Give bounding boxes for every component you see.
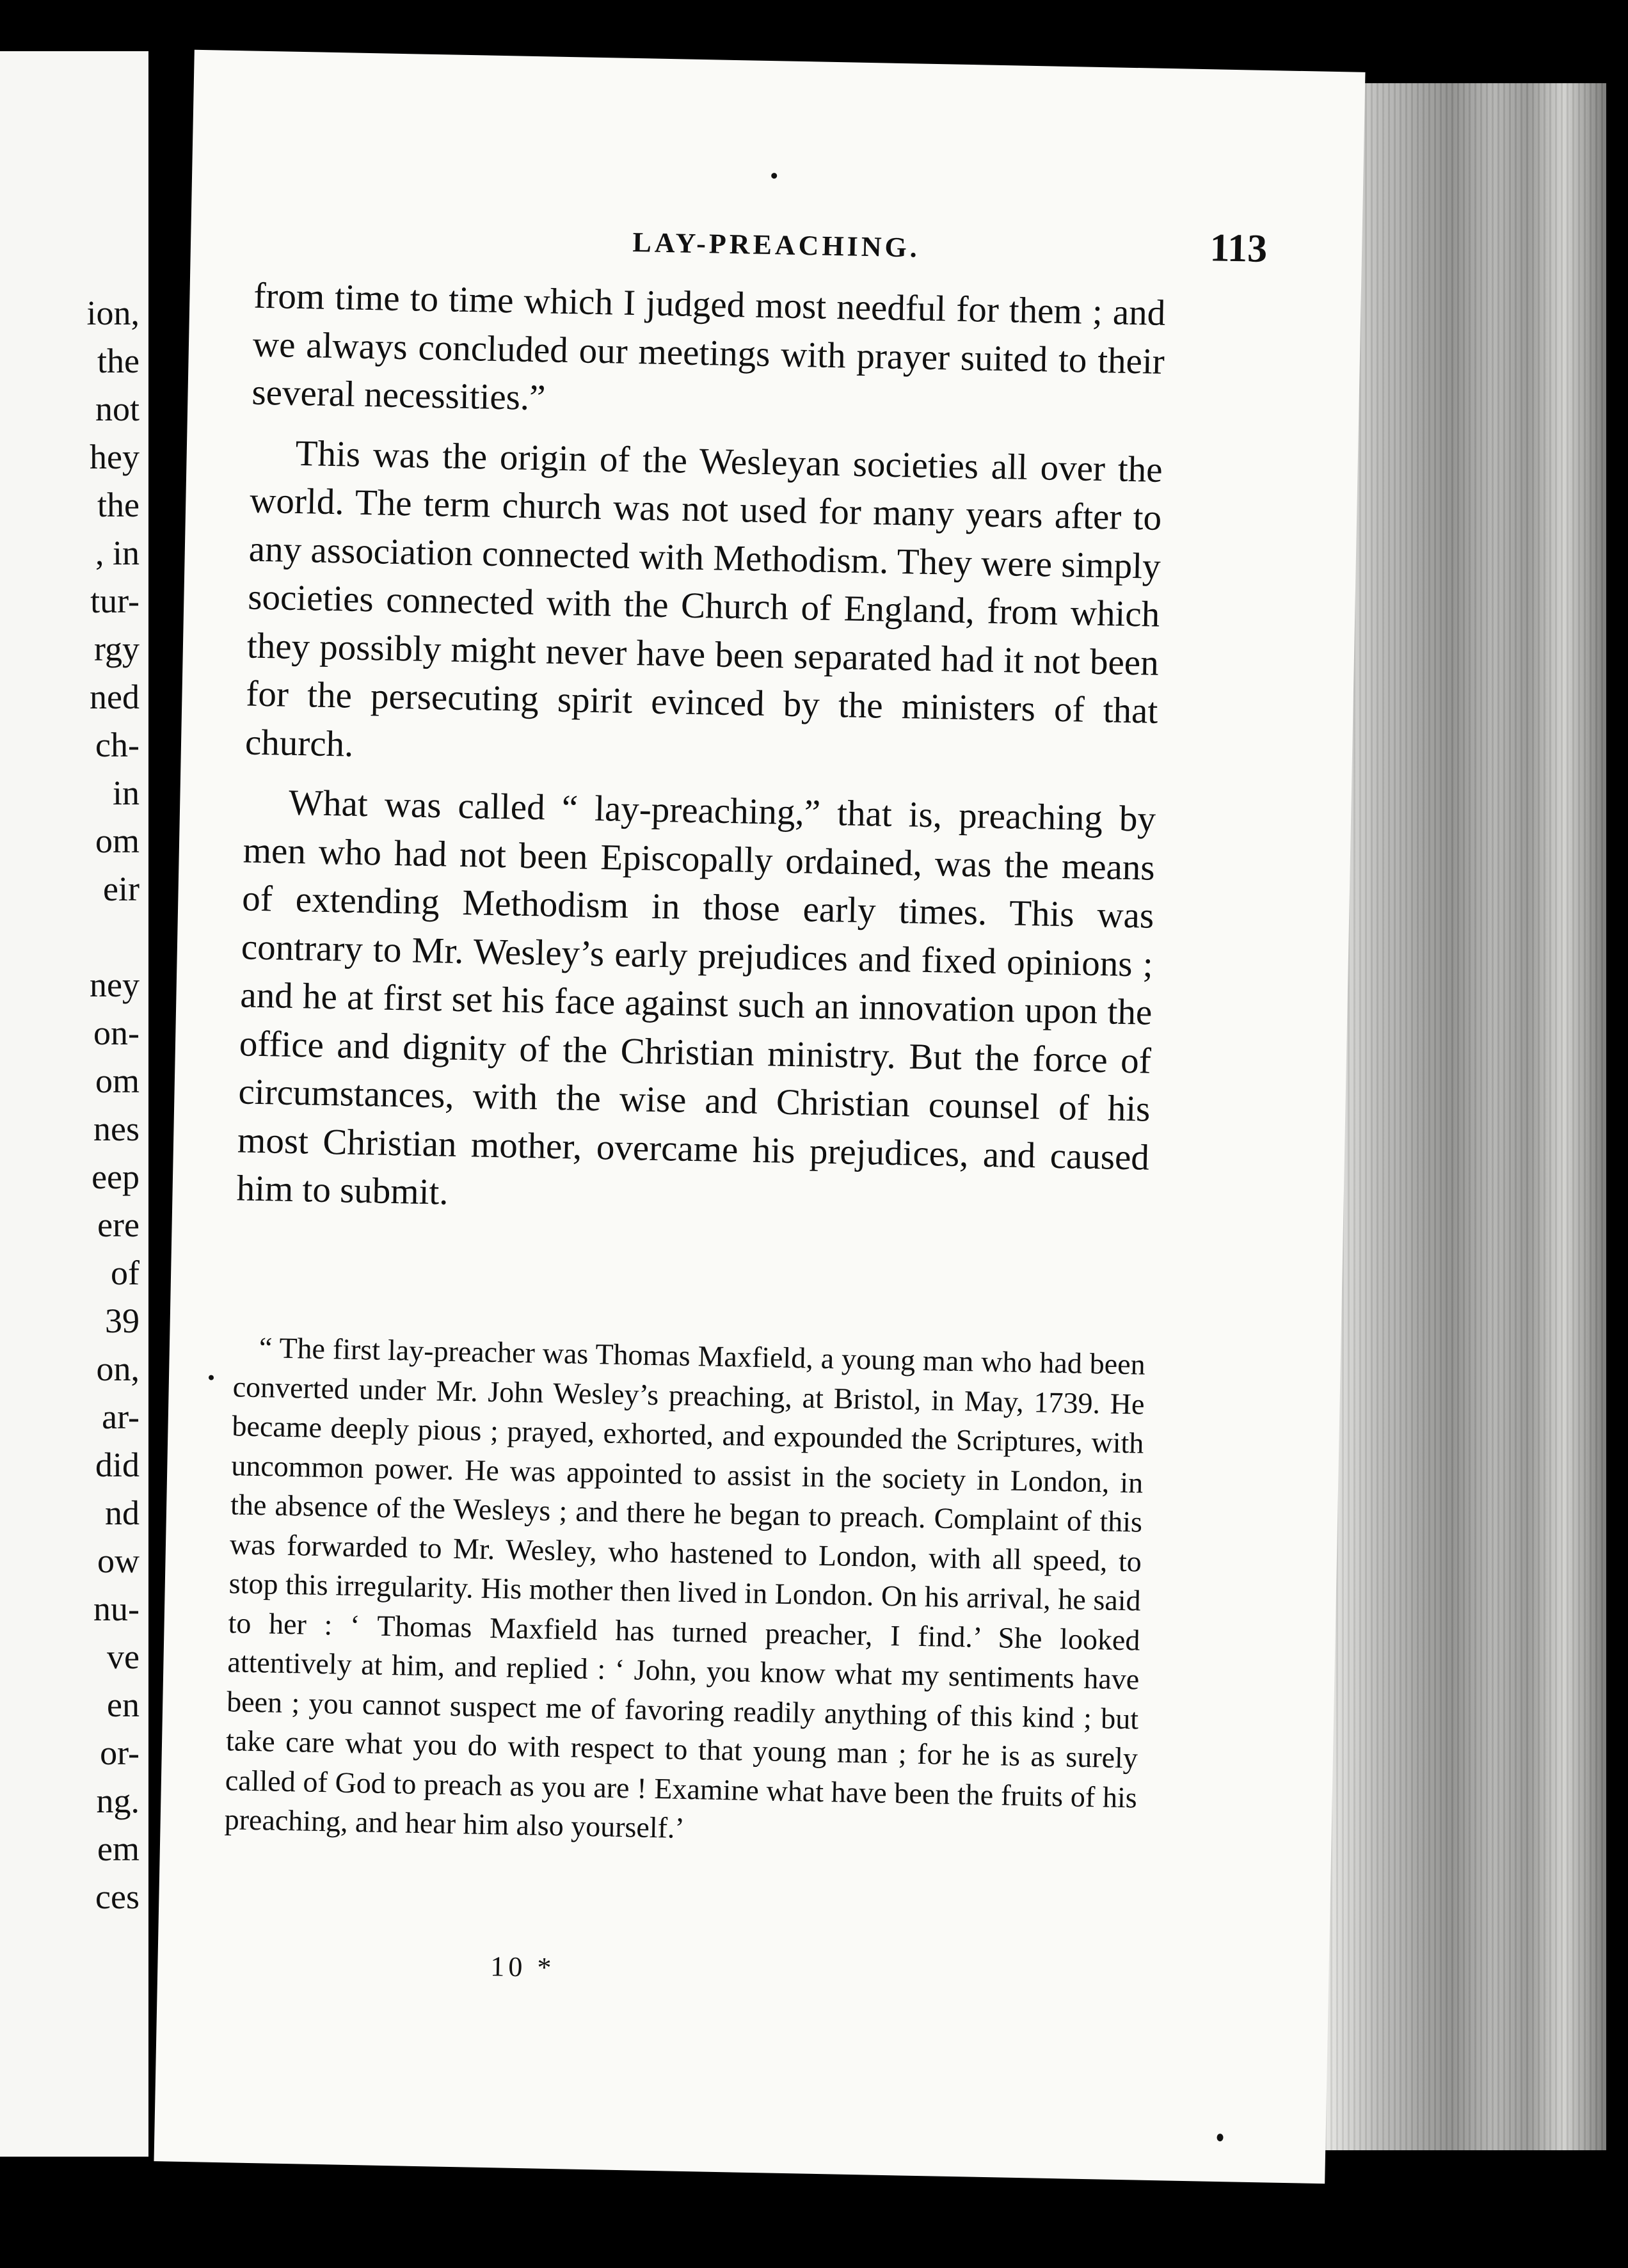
facing-page-fragment: rgy — [93, 630, 140, 668]
footnote — [224, 1327, 1145, 1857]
facing-page-fragment: nd — [105, 1494, 140, 1532]
running-head: LAY-PREACHING. — [632, 226, 921, 264]
facing-page-fragment: hey — [90, 438, 140, 476]
facing-page-fragment: the — [97, 486, 140, 524]
facing-page-fragment: ned — [90, 678, 140, 716]
facing-page-fragment: eir — [103, 870, 140, 908]
facing-page-fragment: of — [111, 1254, 140, 1292]
facing-page-fragment: on, — [96, 1350, 140, 1388]
facing-page-fragment: ng. — [96, 1782, 140, 1820]
facing-page-fragment: ow — [97, 1542, 140, 1580]
facing-page-fragment: not — [95, 390, 140, 428]
facing-page-fragment: nes — [93, 1110, 140, 1148]
body-text — [236, 272, 1166, 1231]
facing-page-fragment: ve — [107, 1638, 140, 1676]
footnote-text: “ The first lay-preacher was Thomas Maxfield, a young man who had been converted under Mr. John Wesley’s preaching, at Bristol, in May, 1739. He became deeply pious ; prayed, exhorted, and expounded the Scriptures, with uncommon power. He was appointed to assist in the society in London, in the absence of the Wesleys ; and there he began to preach. Complaint of this was forwarded to Mr. Wesley, who hastened to London, with all speed, to stop this irregularity. His mother then lived in London. On his arrival, he said to her : ‘ Thomas Maxfield has turned preacher, I find.’ She looked attentively at him, and replied : ‘ John, you know what my sentiments have been ; you cannot suspect me of favoring readily anything of this kind ; but take care what you do with respect to that young man ; for he is as surely called of God to preach as you are ! Examine what have been the fruits of his preaching, and hear him also yourself.’ — [224, 1331, 1146, 1844]
facing-page-fragment: , in — [95, 534, 140, 572]
facing-page-fragment: em — [97, 1830, 140, 1868]
facing-page-fragment: eep — [92, 1158, 140, 1196]
ink-speck — [209, 1375, 214, 1380]
facing-page-fragment: ere — [97, 1206, 140, 1244]
facing-page-fragment: did — [95, 1446, 140, 1484]
facing-page-fragment: ney — [90, 966, 140, 1004]
facing-page-fragment: on- — [93, 1014, 140, 1052]
facing-page-fragment: ch- — [95, 726, 140, 764]
page-number: 113 — [1209, 226, 1268, 271]
paragraph-lay-preaching: What was called “ lay-preaching,” that is, preaching by men who had not been Episcopally ordained, was the means of extending Methodism in those early times. This was contrary to Mr. Wesley’s early prejudices and fixed opinions ; and he at first set his face against such an innovation upon the office and dignity of the Christian ministry. But the force of circumstances, with the wise and Christian counsel of his most Christian mother, overcame his prejudices, and caused him to submit. — [236, 782, 1156, 1213]
paragraph-origin-of-societies: This was the origin of the Wesleyan societies all over the world. The term church was not used for many years after to any association connected with Methodism. They were simply societies connected with the Church of England, from which they possibly might never have been separated had it not been for the persecuting spirit evinced by the ministers of that church. — [244, 433, 1163, 765]
ink-speck — [771, 173, 777, 179]
facing-page-fragment: om — [95, 822, 140, 860]
facing-page-fragment: the — [97, 342, 140, 380]
signature-mark: 10 * — [490, 1951, 555, 1984]
paragraph-continuation: from time to time which I judged most needful for them ; and we always concluded our meetings with prayer suited to their several necessities.” — [251, 275, 1166, 419]
book-page — [154, 50, 1365, 2184]
facing-page — [0, 51, 148, 2157]
facing-page-fragment: or- — [100, 1734, 140, 1772]
facing-page-fragment: nu- — [93, 1590, 140, 1628]
facing-page-fragment: in — [112, 774, 140, 812]
facing-page-fragment: ar- — [102, 1398, 140, 1436]
facing-page-fragment: om — [95, 1062, 140, 1100]
facing-page-fragment: tur- — [90, 582, 140, 620]
page-edges — [1325, 83, 1606, 2150]
facing-page-fragment: en — [107, 1686, 140, 1724]
facing-page-fragment: ion, — [86, 294, 140, 332]
facing-page-fragment: 39 — [105, 1302, 140, 1340]
facing-page-fragment: ces — [95, 1878, 140, 1916]
ink-speck — [1217, 2134, 1223, 2141]
